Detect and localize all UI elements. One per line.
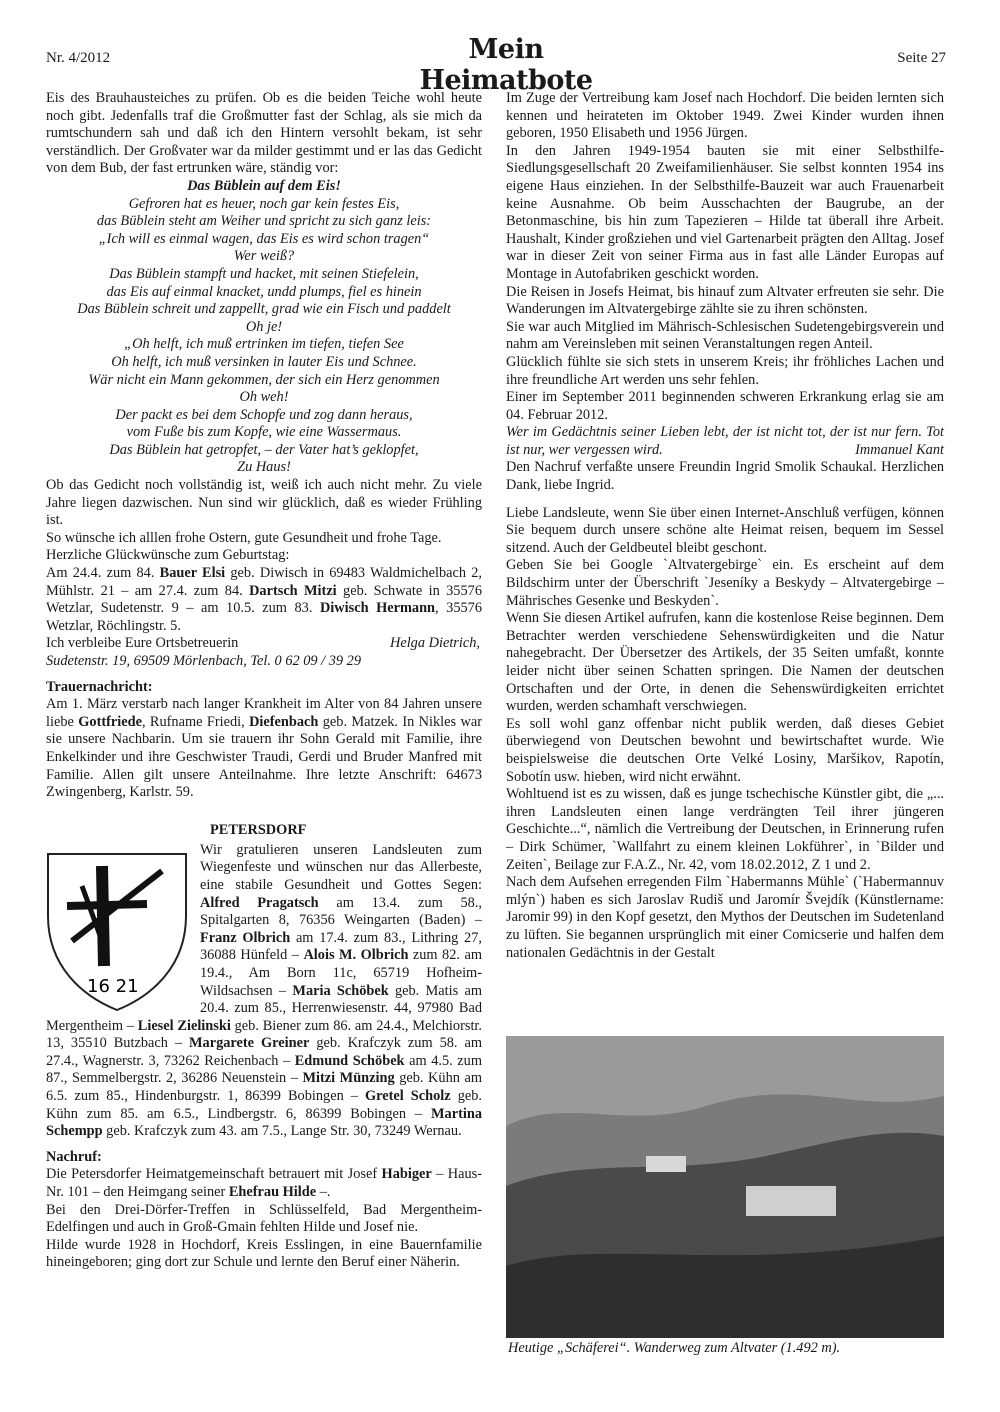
person-name: Dartsch Mitzi (249, 582, 337, 599)
paragraph: Den Nachruf verfaßte unsere Freundin Ingrid Smolik Schaukal. Herzlichen Dank, liebe Ingrid. (506, 459, 944, 494)
birthday-list: Am 24.4. zum 84. Bauer Elsi geb. Diwisch in 69483 Waldmichelbach 2, Mühlstr. 21 – am 27.4. zum 84. Dartsch Mitzi geb. Schwate in 35576 Wetzlar, Sudetenstr. 9 – am 10.5. zum 83. Diwisch Hermann, 35576 Wetzlar, Röchlingstr. 5. (46, 565, 483, 634)
intro-paragraph: Eis des Brauhausteiches zu prüfen. Ob es die beiden Teiche wohl heute noch gibt. Jedenfalls traf die Großmutter fast der Schlag, als sie mich da rumtschundern sah und daß ich den Hintern versohlt bekam, ist sehr verständlich. Der Großvater war da milder gestimmt und er las das Gedicht von dem Bub, der fast ertrunken wäre, ständig vor: (46, 90, 482, 177)
quote-author: Immanuel Kant (855, 441, 944, 458)
section-title: PETERSDORF (210, 821, 307, 838)
landscape-photo-image (506, 1036, 944, 1338)
paragraph: So wünsche ich alllen frohe Ostern, gute Gesundheit und frohe Tage. (46, 529, 442, 546)
poem-line: Das Büblein schreit und zappellt, grad wie ein Fisch und paddelt (77, 301, 451, 318)
left-column (46, 90, 482, 1272)
section-title-wrap (46, 818, 482, 842)
poem-line: „Ich will es einmal wagen, das Eis es wird schon tragen“ (98, 230, 430, 247)
paragraph: Geben Sie bei Google `Altvatergebirge` ein. Es erscheint auf dem Bildschirm unter der Überschrift `Jeseníky a Beskydy – Altvatergebirge – Mährisches Gesenke und Beskyden`. (506, 557, 944, 609)
paragraph: Wenn Sie diesen Artikel aufrufen, kann die kostenlose Reise beginnen. Dem Betrachter werden verschiedene Sehenswürdigkeiten und die Natur nahegebracht. Der Übersetzer des Artikels, der 35 Seiten umfaßt, konnte leider nicht über seinen Schatten springen. Die Namen der deutschen Ortschaften und der Orte, in denen die Sehenswürdigkeiten errichtet wurden, werden schamhaft verschwiegen. (506, 610, 944, 715)
paragraph: In den Jahren 1949-1954 bauten sie mit einer Selbsthilfe-Siedlungsgesellschaft 20 Zweifamilienhäuser. Sie selbst konnten 1954 ins eigene Haus einziehen. In der Selbsthilfe-Bauzeit war auch Frauenarbeit keine Ausnahme. Ob beim Ausschachten der Baugrube, an der Betonmaschine, bis hin zum Tapezieren – Hilde tat überall ihre Arbeit. Haushalt, Kinder großziehen und viel Gartenarbeit prägten den Alltag. Josef war in dieser Zeit von seiner Firma aus in fast alle Länder Europas auf Montage in Autofabriken geschickt worden. (506, 142, 944, 282)
page-header (46, 34, 946, 96)
poem-line: das Eis auf einmal knacket, undd plumps, fiel es hinein (106, 283, 422, 300)
signature: Ich verbleibe Eure Ortsbetreuerin Helga Dietrich, (46, 635, 480, 652)
paragraph: Im Zuge der Vertreibung kam Josef nach Hochdorf. Die beiden lernten sich kennen und heirateten im Oktober 1949. Zwei Kinder wurden ihnen geboren, 1950 Elisabeth und 1956 Jürgen. (506, 90, 944, 142)
poem-line: Der packt es bei dem Schopfe und zog dann heraus, (115, 406, 413, 423)
poem-line: Wär nicht ein Mann gekommen, der sich ein Herz genommen (88, 371, 440, 388)
photo-caption: Heutige „Schäferei“. Wanderweg zum Altvater (1.492 m). (508, 1340, 841, 1356)
poem-line: Wer weiß? (233, 248, 295, 265)
poem-line: Zu Haus! (237, 459, 291, 476)
paragraph: Ob das Gedicht noch vollständig ist, weiß ich auch nicht mehr. Zu viele Jahre liegen dazwischen. Nun sind wir glücklich, daß es wieder Frühling ist. (46, 477, 482, 529)
section-heading: Trauernachricht: (46, 678, 153, 695)
masthead-logo: Mein Heimatbote (419, 34, 593, 96)
paragraph: Glücklich fühlte sie sich stets in unserem Kreis; ihr fröhliches Lachen und ihre freundliche Art werden uns sehr fehlen. (506, 353, 944, 388)
right-column (506, 90, 944, 962)
paragraph: Die Reisen in Josefs Heimat, bis hinauf zum Altvater erfreuten sie sehr. Die Wanderungen im Altvatergebirge zählte sie zu ihren schönsten. (506, 283, 944, 318)
person-name: Diwisch Hermann (319, 600, 436, 617)
paragraph: Wohltuend ist es zu wissen, daß es junge tschechische Künstler gibt, die „... ihren Landsleuten einen lange verdrängten Teil ihrer jüngeren Geschichte...“, nämlich die Vertreibung der Deutschen, in Erinnerung rufen – Dirk Schümer, `Wallfahrt zu einem kleinen Lokführer`, in `Bilder und Zeiten`, Beilage zur F.A.Z., Nr. 42, vom 18.02.2012, Z 1 und 2. (506, 786, 944, 873)
paragraph: Bei den Drei-Dörfer-Treffen in Schlüsselfeld, Bad Mergentheim-Edelfingen und auch in Groß-Gmain fehlten Hilde und Josef nie. (46, 1201, 482, 1236)
poem-line: Das Büblein stampft und hacket, mit seinen Stiefelein, (109, 265, 419, 282)
obituary-paragraph: Am 1. März verstarb nach langer Krankheit im Alter von 84 Jahren unsere liebe Gottfriede, Rufname Friedi, Diefenbach geb. Matzek. In Nikles war sie unsere Nachbarin. Um sie trauern ihr Sohn Gerald mit Familie, ihre Enkelkinder und ihre Geschwister Traudi, Gerdi und Bruder Manfred mit Familie. Allen gilt unsere Anteilnahme. Ihre letzte Anschrift: 64673 Zwingenberg, Karlstr. 59. (46, 696, 482, 801)
signature-address: Sudetenstr. 19, 69509 Mörlenbach, Tel. 0 62 09 / 39 29 (46, 653, 362, 669)
page-number: Seite 27 (897, 50, 946, 66)
landscape-photo (506, 1036, 944, 1338)
paragraph: Liebe Landsleute, wenn Sie über einen Internet-Anschluß verfügen, können Sie bequem durch unsere schöne alte Heimat reisen, bequem im Sessel sitzend. Auch der Geldbeutel bleibt geschont. (506, 504, 944, 556)
section-heading: Nachruf: (46, 1148, 102, 1165)
person-name: Bauer Elsi (159, 565, 226, 582)
paragraph: Die Petersdorfer Heimatgemeinschaft betrauert mit Josef Habiger – Haus-Nr. 101 – den Heimgang seiner Ehefrau Hilde –. (46, 1166, 482, 1201)
paragraph: Nach dem Aufsehen erregenden Film `Habermanns Mühle` (`Habermannuv mlýn`) haben es sich Jaroslav Rudiš und Jaromír Švejdík (Künstlername: Jaromir 99) in den Kopf gesetzt, den Mythos der Deutschen im Sudetenland zu lüften. Sie begannen ursprünglich mit einer Comicserie und halfen dem nationalen Gedächtnis in der Gestalt (506, 874, 944, 961)
issue-number: Nr. 4/2012 (46, 50, 111, 66)
paragraph: Herzliche Glückwünsche zum Geburtstag: (46, 547, 290, 564)
crest-year: 16 21 (87, 975, 139, 997)
poem-line: das Büblein steht am Weiher und spricht zu sich ganz leis: (96, 213, 432, 230)
poem-line: Das Büblein hat getropfet, – der Vater hat’s geklopfet, (109, 441, 419, 458)
quote: Wer im Gedächtnis seiner Lieben lebt, der ist nicht tot, der ist nur fern. Tot ist nur, wer vergessen wird. Immanuel Kant (506, 424, 944, 458)
poem-line: Oh weh! (239, 389, 289, 406)
petersdorf-crest-icon (42, 846, 192, 1014)
poem-line: „Oh helft, ich muß ertrinken im tiefen, tiefen See (124, 336, 404, 353)
poem-line: vom Fuße bis zum Kopfe, wie eine Wassermaus. (126, 424, 402, 441)
paragraph: Sie war auch Mitglied im Mährisch-Schlesischen Sudetengebirgsverein und nahm am Vereinsleben mit seinen Veranstaltungen regen Anteil. (506, 318, 944, 353)
paragraph: Es soll wohl ganz offenbar nicht publik werden, daß dieses Gebiet überwiegend von Deutschen bewohnt und bewirtschaftet wurde. Wie beispielsweise die deutschen Orte Velké Losiny, Maršikov, Rapotín, Sobotín usw. hieben, wird nicht erwähnt. (506, 715, 944, 785)
paragraph: Einer im September 2011 beginnenden schweren Erkrankung erlag sie am 04. Februar 2012. (506, 389, 944, 423)
paragraph: Hilde wurde 1928 in Hochdorf, Kreis Esslingen, in eine Bauernfamilie hineingeboren; ging dort zur Schule und lernte den Beruf einer Näherin. (46, 1236, 482, 1271)
poem-line: Oh je! (245, 318, 283, 335)
birthday-list-petersdorf: Wir gratulieren unseren Landsleuten zum Wiegenfeste und wünschen nur das Allerbeste, eine stabile Gesundheit und Gottes Segen: Alfred Pragatsch am 13.4. zum 58., Spitalgarten 8, 76356 Weingarten (Baden) – Franz Olbrich am 17.4. zum 83., Lithring 27, 36088 Hünfeld – Alois M. Olbrich zum 82. am 19.4., Am Born 11c, 65719 Hofheim-Wildsachsen – Maria Schöbek geb. Matis am 20.4. zum 85., Herrenwiesenstr. 44, 97980 Bad Mergentheim – Liesel Zielinski geb. Biener zum 86. am 24.4., Melchiorstr. 13, 35510 Butzbach – Margarete Greiner geb. Krafczyk zum 58. am 27.4., Wagnerstr. 3, 73262 Reichenbach – Edmund Schöbek am 4.5. zum 87., Semmelbergstr. 2, 36286 Neuenstein – Mitzi Münzing geb. Kühn am 6.5. zum 85., Hindenburgstr. 1, 86399 Bobingen – Gretel Scholz geb. Kühn zum 85. am 6.5., Lindbergstr. 6, 86399 Bobingen – Martina Schempp geb. Krafczyk zum 43. am 7.5., Lange Str. 30, 73249 Wernau. (46, 841, 483, 1140)
poem (46, 178, 482, 477)
poem-line: Oh helft, ich muß versinken in lauter Eis und Schnee. (111, 353, 417, 370)
poem-title: Das Büblein auf dem Eis! (187, 177, 341, 194)
poem-line: Gefroren hat es heuer, noch gar kein festes Eis, (128, 195, 400, 212)
